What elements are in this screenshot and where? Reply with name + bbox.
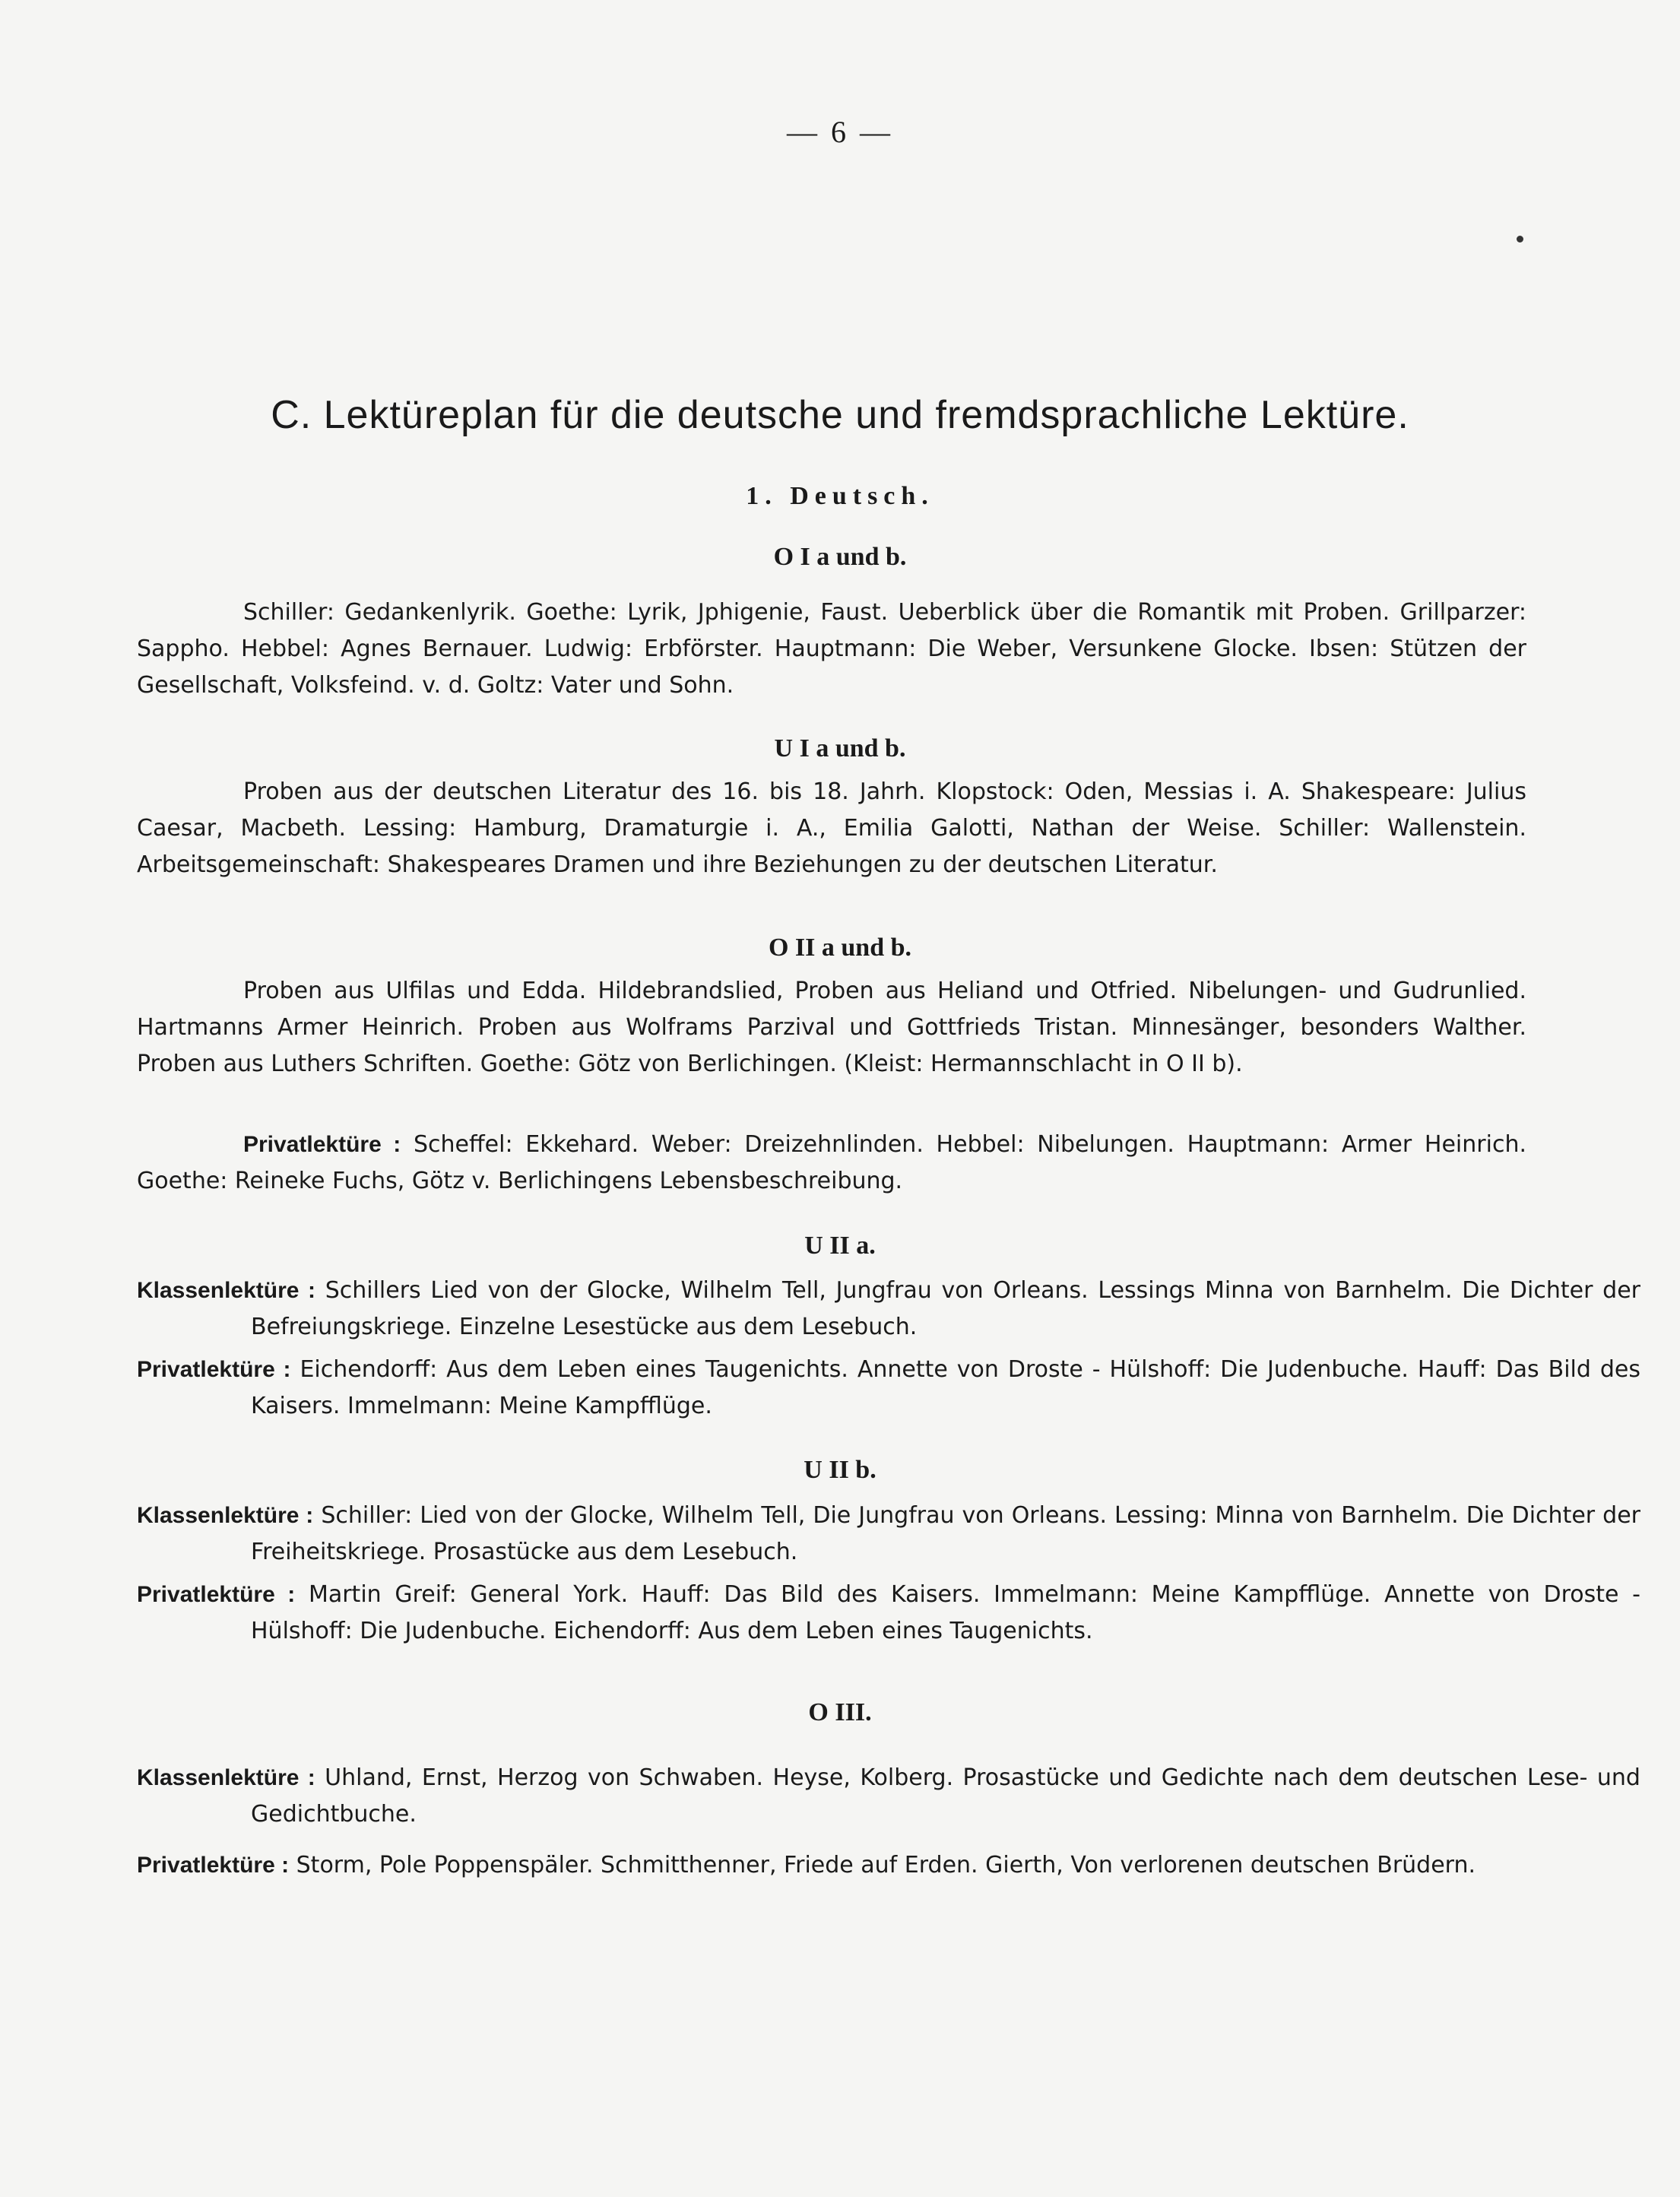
privatlektuere-text: Storm, Pole Poppenspäler. Schmitthenner, Friede auf Erden. Gierth, Von verlorenen deutschen Brüdern. — [296, 1852, 1476, 1878]
privatlektuere-text: Scheffel: Ekkehard. Weber: Dreizehnlinden. Hebbel: Nibelungen. Hauptmann: Armer Heinrich. Goethe: Reineke Fuchs, Götz v. Berlichingens Lebensbeschreibung. — [137, 1131, 1526, 1194]
klassenlektuere-u2b — [137, 1498, 1640, 1571]
klassenlektuere-label: Klassenlektüre : — [137, 1278, 315, 1303]
section-text-o1: Schiller: Gedankenlyrik. Goethe: Lyrik, Jphigenie, Faust. Ueberblick über die Romantik mit Proben. Grillparzer: Sappho. Hebbel: Agnes Bernauer. Ludwig: Erbförster. Hauptmann: Die Weber, Versunkene Glocke. Ibsen: Stützen der Gesellschaft, Volksfeind. v. d. Goltz: Vater und Sohn. — [137, 599, 1526, 699]
klassenlektuere-u2a — [137, 1273, 1640, 1346]
privatlektuere-text: Eichendorff: Aus dem Leben eines Taugenichts. Annette von Droste - Hülshoff: Die Judenbuche. Hauff: Das Bild des Kaisers. Immelmann: Meine Kampfflüge. — [251, 1356, 1640, 1419]
chapter-heading: C. Lektüreplan für die deutsche und fremdsprachliche Lektüre. — [271, 393, 1409, 437]
section-title-o2: O II a und b. — [768, 934, 912, 962]
privatlektuere-label: Privatlektüre : — [243, 1132, 401, 1157]
klassenlektuere-label: Klassenlektüre : — [137, 1503, 314, 1528]
section-title-u2b: U II b. — [804, 1456, 876, 1484]
ink-speck — [1517, 236, 1523, 243]
privatlektuere-u2b — [137, 1577, 1640, 1650]
klassenlektuere-text: Schiller: Lied von der Glocke, Wilhelm Tell, Die Jungfrau von Orleans. Lessing: Minna von Barnhelm. Die Dichter der Freiheitskriege. Prosastücke aus dem Lesebuch. — [251, 1502, 1640, 1565]
privatlektuere-u2a — [137, 1352, 1640, 1425]
section-title-o3: O III. — [808, 1698, 872, 1726]
page-number: — 6 — — [787, 115, 893, 149]
subject-title: 1. Deutsch. — [746, 482, 934, 510]
section-text-u1: Proben aus der deutschen Literatur des 16. bis 18. Jahrh. Klopstock: Oden, Messias i. A. Shakespeare: Julius Caesar, Macbeth. Lessing: Hamburg, Dramaturgie i. A., Emilia Galotti, Nathan der Weise. Schiller: Wallenstein. Arbeitsgemeinschaft: Shakespeares Dramen und ihre Beziehungen zu der deutschen Literatur. — [137, 778, 1526, 878]
privatlektuere-label: Privatlektüre : — [137, 1582, 296, 1607]
section-title-u1: U I a und b. — [774, 734, 906, 762]
klassenlektuere-text: Schillers Lied von der Glocke, Wilhelm Tell, Jungfrau von Orleans. Lessings Minna von Barnhelm. Die Dichter der Befreiungskriege. Einzelne Lesestücke aus dem Lesebuch. — [251, 1277, 1640, 1340]
privatlektuere-label: Privatlektüre : — [137, 1357, 291, 1382]
klassenlektuere-text: Uhland, Ernst, Herzog von Schwaben. Heyse, Kolberg. Prosastücke und Gedichte nach dem deutschen Lese- und Gedichtbuche. — [251, 1764, 1640, 1828]
klassenlektuere-label: Klassenlektüre : — [137, 1765, 315, 1790]
section-title-u2a: U II a. — [804, 1232, 876, 1260]
section-title-o1: O I a und b. — [773, 543, 907, 571]
privatlektuere-label: Privatlektüre : — [137, 1853, 290, 1878]
section-text-o2: Proben aus Ulfilas und Edda. Hildebrandslied, Proben aus Heliand und Otfried. Nibelungen- und Gudrunlied. Hartmanns Armer Heinrich. Proben aus Wolframs Parzival und Gottfrieds Tristan. Minnesänger, besonders Walther. Proben aus Luthers Schriften. Goethe: Götz von Berlichingen. (Kleist: Hermannschlacht in O II b). — [137, 978, 1526, 1077]
privatlektuere-o2 — [137, 1127, 1526, 1200]
privatlektuere-text: Martin Greif: General York. Hauff: Das Bild des Kaisers. Immelmann: Meine Kampfflüge. Annette von Droste - Hülshoff: Die Judenbuche. Eichendorff: Aus dem Leben eines Taugenichts. — [251, 1581, 1640, 1644]
privatlektuere-o3 — [137, 1847, 1640, 1884]
klassenlektuere-o3 — [137, 1760, 1640, 1833]
